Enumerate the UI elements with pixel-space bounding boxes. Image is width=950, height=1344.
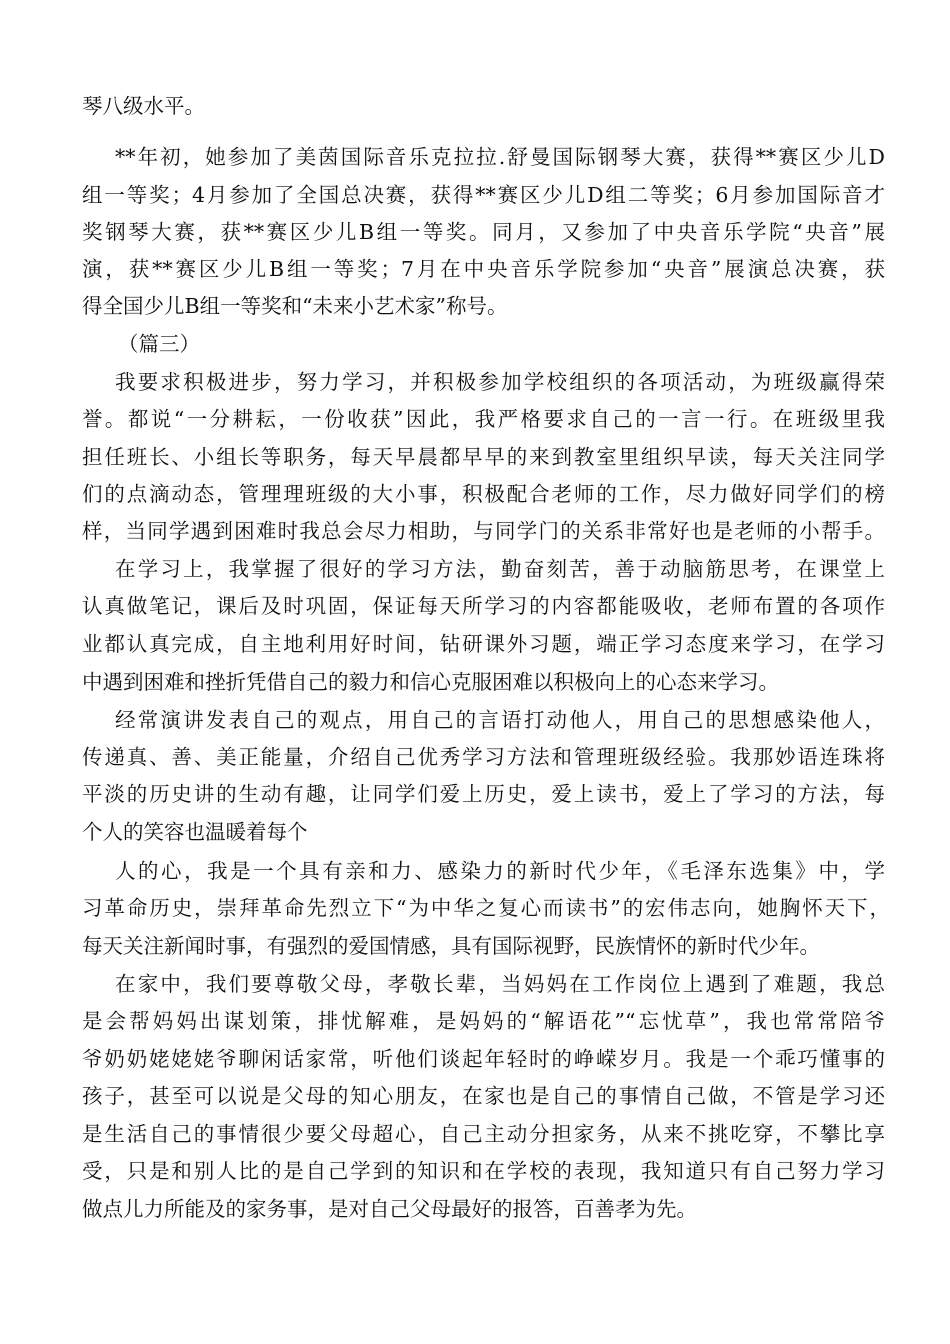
- text-line: 经常演讲发表自己的观点，用自己的言语打动他人，用自己的思想感染他人，: [115, 708, 885, 732]
- text-line: 爷奶奶姥姥姥爷聊闲话家常，听他们谈起年轻时的峥嵘岁月。我是一个乖巧懂事的: [82, 1047, 885, 1071]
- section-heading: （篇三）: [118, 332, 200, 356]
- text-line: 担任班长、小组长等职务，每天早晨都早早的来到教室里组织早读，每天关注同学: [82, 445, 885, 469]
- text-line: 孩子，甚至可以说是父母的知心朋友，在家也是自己的事情自己做，不管是学习还: [82, 1084, 885, 1108]
- text-line: 做点儿力所能及的家务事，是对自己父母最好的报答，百善孝为先。: [82, 1197, 697, 1221]
- text-line: 是会帮妈妈出谋划策，排忧解难，是妈妈的“解语花”“忘忧草”，我也常常陪爷: [82, 1009, 885, 1033]
- text-line: 每天关注新闻时事，有强烈的爱国情感，具有国际视野，民族情怀的新时代少年。: [82, 934, 820, 958]
- text-line: 是生活自己的事情很少要父母超心，自己主动分担家务，从来不挑吃穿，不攀比享: [82, 1122, 885, 1146]
- text-line: 个人的笑容也温暖着每个: [82, 820, 308, 844]
- text-line: 传递真、善、美正能量，介绍自己优秀学习方法和管理班级经验。我那妙语连珠将: [82, 745, 885, 769]
- text-line: 样，当同学遇到困难时我总会尽力相助，与同学门的关系非常好也是老师的小帮手。: [82, 519, 885, 543]
- text-line: 我要求积极进步，努力学习，并积极参加学校组织的各项活动，为班级赢得荣: [115, 370, 885, 394]
- text-line: 在家中，我们要尊敬父母，孝敬长辈，当妈妈在工作岗位上遇到了难题，我总: [115, 972, 885, 996]
- text-line: **年初，她参加了美茵国际音乐克拉拉.舒曼国际钢琴大赛，获得**赛区少儿D: [115, 145, 885, 169]
- text-line: 琴八级水平。: [82, 94, 205, 118]
- text-line: 誉。都说“一分耕耘，一份收获”因此，我严格要求自己的一言一行。在班级里我: [82, 407, 885, 431]
- text-line: 习革命历史，崇拜革命先烈立下“为中华之复心而读书”的宏伟志向，她胸怀天下，: [82, 896, 890, 920]
- text-line: 们的点滴动态，管理理班级的大小事，积极配合老师的工作，尽力做好同学们的榜: [82, 482, 885, 506]
- text-line: 人的心，我是一个具有亲和力、感染力的新时代少年，《毛泽东选集》中，学: [115, 859, 885, 883]
- text-line: 组一等奖；4月参加了全国总决赛，获得**赛区少儿D组二等奖；6月参加国际音才: [82, 183, 885, 207]
- text-line: 演，获**赛区少儿B组一等奖；7月在中央音乐学院参加“央音”展演总决赛，获: [82, 257, 885, 281]
- text-line: 奖钢琴大赛，获**赛区少儿B组一等奖。同月，又参加了中央音乐学院“央音”展: [82, 220, 885, 244]
- text-line: 平淡的历史讲的生动有趣，让同学们爱上历史，爱上读书，爱上了学习的方法，每: [82, 782, 885, 806]
- text-line: 受，只是和别人比的是自己学到的知识和在学校的表现，我知道只有自己努力学习: [82, 1159, 885, 1183]
- text-line: 中遇到困难和挫折凭借自己的毅力和信心克服困难以积极向上的心态来学习。: [82, 670, 779, 694]
- text-line: 认真做笔记，课后及时巩固，保证每天所学习的内容都能吸收，老师布置的各项作: [82, 594, 885, 618]
- text-line: 在学习上，我掌握了很好的学习方法，勤奋刻苦，善于动脑筋思考，在课堂上: [115, 557, 885, 581]
- text-line: 得全国少儿B组一等奖和“未来小艺术家”称号。: [82, 294, 508, 318]
- text-line: 业都认真完成，自主地利用好时间，钻研课外习题，端正学习态度来学习，在学习: [82, 632, 885, 656]
